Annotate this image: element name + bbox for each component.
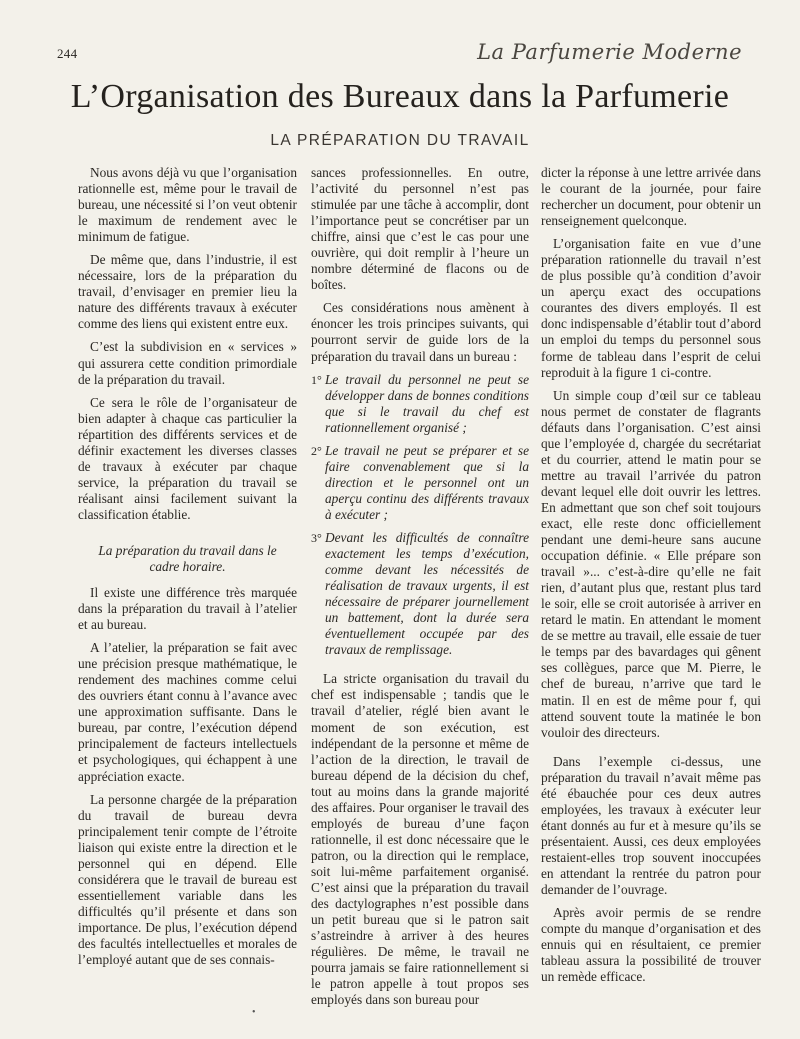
principle-text: Le travail ne peut se préparer et se faire convenablement que si la direction et le personnel ont un aperçu continu des différents travaux à exécuter ; <box>325 442 529 522</box>
paragraph: C’est la subdivision en « services » qui assurera cette condition primordiale de la préparation du travail. <box>78 339 297 387</box>
paragraph: L’organisation faite en vue d’une préparation rationnelle du travail n’est de plus possible qu’à condition d’avoir un aperçu exact des occupations courantes des divers employés. Il est donc indispensable d’établir tout d’abord un emploi du temps du personnel sous forme de tableau dans l’esprit de celui reproduit à la figure 1 ci-contre. <box>541 236 761 380</box>
principle-number: 3° <box>311 530 322 545</box>
paragraph: Nous avons déjà vu que l’organisation rationnelle est, même pour le travail de bureau, une nécessité si l’on veut obtenir le maximum de rendement avec le minimum de fatigue. <box>78 165 297 245</box>
paragraph: A l’atelier, la préparation se fait avec une précision presque mathématique, le rendement des machines comme celui des ouvriers étant connu à l’avance avec une approximation suffisante. Dans le bureau, par contre, l’exécution dépend principalement de facteurs intellectuels et psychologiques, qui échappent à une appréciation exacte. <box>78 640 297 784</box>
article-title: L’Organisation des Bureaux dans la Parfumerie <box>70 78 730 115</box>
principle-number: 1° <box>311 372 322 387</box>
page-number: 244 <box>57 46 78 61</box>
principle-item <box>311 530 529 658</box>
text-column-1 <box>78 165 297 975</box>
principle-text: Devant les difficultés de connaître exactement les temps d’exécution, comme devant les nécessités de réalisation de travaux urgents, il est nécessaire de préparer journellement un battement, dont la durée sera éventuellement occupée par des travaux de remplissage. <box>325 529 529 658</box>
paragraph: De même que, dans l’industrie, il est nécessaire, lors de la préparation du travail, d’envisager en premier lieu la nature des différents travaux à exécuter comme des liens qui existent entre eux. <box>78 252 297 332</box>
journal-masthead: La Parfumerie Moderne <box>477 40 742 64</box>
principle-number: 2° <box>311 443 322 458</box>
paragraph: Ce sera le rôle de l’organisateur de bien adapter à chaque cas particulier la répartition des différents services et de définir exactement les diverses classes de travaux à exécuter par chaque service, la préparation du travail se réalisant ainsi facilement suivant la classification établie. <box>78 394 297 522</box>
paragraph: La personne chargée de la préparation du travail de bureau devra principalement tenir compte de l’étroite liaison qui existe entre la direction et le personnel qui en dépend. Elle considérera que le travail de bureau est essentiellement variable dans les difficultés qu’il présente et dans son importance. De plus, l’exécution dépend des facultés intellectuelles et morales de l’employé autant que de ses connais- <box>78 791 297 968</box>
text-column-2 <box>311 165 529 1015</box>
paragraph: Ces considérations nous amènent à énoncer les trois principes suivants, qui pourront servir de guide lors de la préparation du travail dans un bureau : <box>311 300 529 364</box>
principle-item <box>311 443 529 523</box>
principle-item <box>311 372 529 436</box>
paragraph: Dans l’exemple ci-dessus, une préparation du travail n’avait même pas été ébauchée pour ces deux autres employées, les travaux à exécuter leur étant donnés au fur et à mesure qu’ils se présentaient. Aussi, ces deux employées restaient-elles trop souvent inoccupées en attendant la rentrée du patron pour demander de l’ouvrage. <box>541 753 761 898</box>
paragraph: sances professionnelles. En outre, l’activité du personnel n’est pas stimulée par une tâche à accomplir, dont l’importance peut se concrétiser par un chiffre, ainsi que c’est le cas pour une ouvrière, qui doit remplir à l’heure un nombre déterminé de flacons ou de boîtes. <box>311 165 529 293</box>
paragraph: La stricte organisation du travail du chef est indispensable ; tandis que le travail d’atelier, réglé bien avant le moment de son exécution, est indépendant de la personne et même de l’action de la direction, le travail de bureau dépend de la décision du chef, tout au moins dans la grande majorité des affaires. Pour organiser le travail des employés de bureau d’une façon rationnelle, il est donc nécessaire que le patron, ou la direction qui le remplace, soit lui-même parfaitement organisé. C’est ainsi que la préparation du travail des dactylographes n’est possible dans un petit bureau que si le patron sait s’astreindre à arriver à des heures régulières. De même, le travail ne pourra jamais se faire rationnellement si le patron appelle à tout propos ses employés dans son bureau pour <box>311 671 529 1008</box>
paragraph: dicter la réponse à une lettre arrivée dans le courant de la journée, pour faire rechercher un document, pour obtenir un renseignement quelconque. <box>541 165 761 229</box>
paragraph: Après avoir permis de se rendre compte du manque d’organisation et des ennuis qui en résultaient, ce premier tableau assura la possibilité de trouver un remède efficace. <box>541 905 761 985</box>
text-column-3 <box>541 165 761 992</box>
section-heading: La préparation du travail dans le cadre horaire. <box>98 542 277 574</box>
print-mark: • <box>252 1007 256 1018</box>
principle-text: Le travail du personnel ne peut se développer dans de bonnes conditions que si le travail du chef est rationnellement organisé ; <box>325 371 529 435</box>
paragraph: Il existe une différence très marquée dans la préparation du travail à l’atelier et au bureau. <box>78 584 297 633</box>
article-subtitle: LA PRÉPARATION DU TRAVAIL <box>270 132 530 149</box>
paragraph: Un simple coup d’œil sur ce tableau nous permet de constater de flagrants défauts dans l’organisation. C’est ainsi que l’employée d, chargée du secrétariat et du courrier, attend le matin pour se mettre au travail l’arrivée du patron devant lequel elle doit ouvrir les lettres. En admettant que son chef soit toujours exact, elle reste donc officiellement pendant une demi-heure sans aucune occupation définie. « Elle prépare son travail »... c’est-à-dire qu’elle ne fait rien, d’autant plus que, restant plus tard le soir, elle se croit autorisée à arriver en retard le matin. En attendant le moment de se mettre au travail, elle essaie de tuer le temps par des bavardages qui gênent ses collègues, parce que M. Pierre, le chef de bureau, n’arrive que tard le matin. Il en est de même pour f, qui attend souvent toute la matinée le bon vouloir des directeurs. <box>541 387 761 740</box>
